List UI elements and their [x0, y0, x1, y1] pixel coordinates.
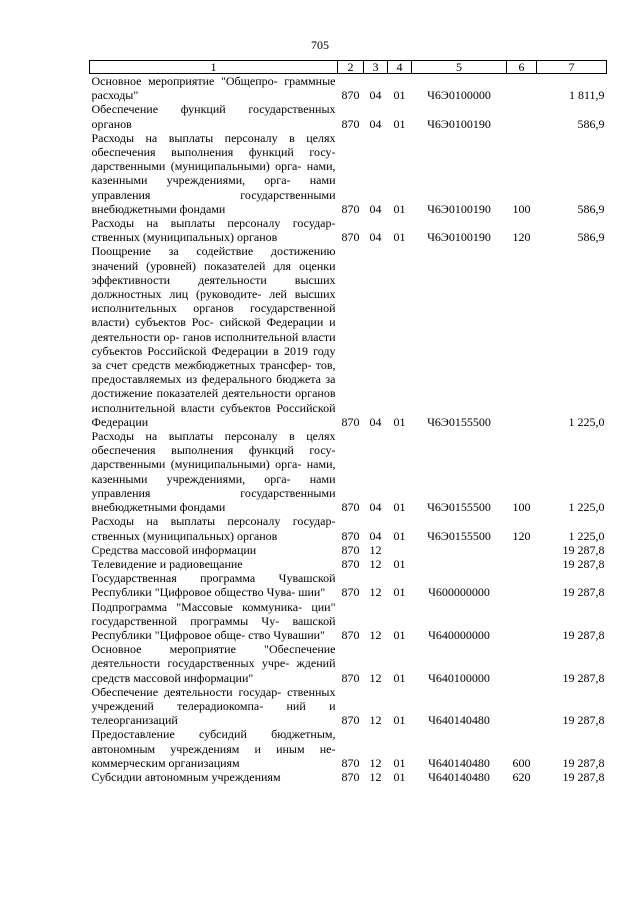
- row-target-article-cell: Ч6Э0100190: [427, 201, 491, 216]
- row-name-cell: Поощрение за содействие достижению значений (уровней) показателей для оценки эффективности деятельности высших должностных лиц (руководите- лей высших исполнительных органов государственной власти) субъектов Рос- сийской Федерации и деятельности ор- ганов исполнительной власти субъектов Российской Федерации в 2019 году за счет средств межбюджетных трансфер- тов, предоставляемых из федерального бюджета за достижение показателей деятельности органов исполнительной власти субъектов Российской Федерации: [91, 244, 336, 429]
- row-section-cell: 870: [341, 542, 360, 557]
- row-name-cell: Расходы на выплаты персоналу государ- ственных (муниципальных) органов: [91, 216, 336, 245]
- row-section-cell: 870: [341, 769, 360, 784]
- row-subsection-cell: 01: [393, 201, 406, 216]
- row-name-cell: Расходы на выплаты персоналу в целях обеспечения выполнения функций госу- дарственными (муниципальными) орга- нами, казенными учреждениями, орга- нами управления государственными внебюджетными фондами: [91, 429, 336, 515]
- row-expense-type-cell: [507, 244, 537, 429]
- row-name-cell: Расходы на выплаты персоналу государ- ственных (муниципальных) органов: [91, 514, 336, 543]
- table-row: [90, 429, 607, 514]
- row-subsection-cell: 01: [393, 755, 406, 770]
- row-expense-type-cell: [507, 557, 537, 571]
- row-expense-type-cell: [507, 642, 537, 685]
- row-subsection-cell: 01: [393, 414, 406, 429]
- row-subsection-cell: 01: [393, 627, 406, 642]
- row-name-cell: Предоставление субсидий бюджетным, автономным учреждениям и иным не- коммерческим организациям: [91, 727, 336, 770]
- row-name-cell: Подпрограмма "Массовые коммуника- ции" государственной программы Чу- вашской Республики "Цифровое обще- ство Чувашии": [91, 599, 336, 642]
- row-expense-type-cell: [507, 543, 537, 557]
- row-target-article-cell: Ч6Э0155500: [427, 528, 491, 543]
- row-subsection-cell: 01: [393, 769, 406, 784]
- row-target-article-cell: Ч640100000: [428, 670, 490, 685]
- row-chapter-cell: 12: [369, 755, 382, 770]
- row-chapter-cell: 12: [369, 542, 382, 557]
- row-name-cell: Основное мероприятие "Обеспечение деятельности государственных учре- ждений средств массовой информации": [91, 642, 336, 685]
- row-chapter-cell: 12: [369, 556, 382, 571]
- row-amount-cell: 19 287,8: [562, 755, 605, 770]
- row-target-article-cell: Ч6Э0100190: [427, 116, 491, 131]
- row-chapter-cell: 12: [369, 627, 382, 642]
- row-expense-type-cell: [507, 74, 537, 103]
- row-subsection-cell: 01: [393, 556, 406, 571]
- row-target-article-cell: Ч640000000: [428, 627, 490, 642]
- row-section-cell: 870: [341, 713, 360, 728]
- row-section-cell: 870: [341, 556, 360, 571]
- row-section-cell: 870: [341, 230, 360, 245]
- table-header-row: [90, 61, 607, 74]
- row-expense-type-cell: [507, 685, 537, 728]
- table-row: [90, 131, 607, 216]
- row-name-cell: Расходы на выплаты персоналу в целях обеспечения выполнения функций госу- дарственными (муниципальными) орга- нами, казенными учреждениями, орга- нами управления государственными внебюджетными фондами: [91, 130, 336, 216]
- row-section-cell: 870: [341, 755, 360, 770]
- row-target-article-cell: Ч6Э0100000: [427, 88, 491, 103]
- table-row: [90, 642, 607, 685]
- row-target-article-cell: Ч6Э0155500: [427, 500, 491, 515]
- page-number: 705: [311, 38, 329, 52]
- row-chapter-cell: 04: [369, 201, 382, 216]
- row-subsection-cell: [388, 543, 412, 557]
- budget-table: [89, 60, 607, 784]
- row-chapter-cell: 12: [369, 585, 382, 600]
- row-subsection-cell: 01: [393, 528, 406, 543]
- table-body: [90, 74, 607, 785]
- row-chapter-cell: 12: [369, 769, 382, 784]
- row-subsection-cell: 01: [393, 116, 406, 131]
- table-row: [90, 244, 607, 429]
- row-amount-cell: 19 287,8: [562, 670, 605, 685]
- row-section-cell: 870: [341, 414, 360, 429]
- table-row: [90, 770, 607, 784]
- row-chapter-cell: 12: [369, 670, 382, 685]
- row-target-article-cell: Ч600000000: [428, 585, 490, 600]
- row-target-article-cell: [412, 557, 507, 571]
- row-target-article-cell: Ч6Э0155500: [427, 414, 491, 429]
- row-section-cell: 870: [341, 670, 360, 685]
- row-target-article-cell: Ч6Э0100190: [427, 230, 491, 245]
- row-section-cell: 870: [341, 116, 360, 131]
- row-target-article-cell: Ч640140480: [428, 755, 490, 770]
- row-target-article-cell: Ч640140480: [428, 769, 490, 784]
- table-row: [90, 557, 607, 571]
- header-cell-7: 7: [537, 61, 607, 74]
- row-chapter-cell: 04: [369, 500, 382, 515]
- table-row: [90, 543, 607, 557]
- row-expense-type-cell: 100: [512, 500, 531, 515]
- row-chapter-cell: 04: [369, 414, 382, 429]
- header-cell-1: 1: [90, 61, 338, 74]
- row-name-cell: Основное мероприятие "Общепро- граммные расходы": [91, 74, 336, 103]
- row-amount-cell: 586,9: [577, 201, 605, 216]
- table-row: [90, 216, 607, 244]
- row-subsection-cell: 01: [393, 230, 406, 245]
- row-amount-cell: 19 287,8: [562, 713, 605, 728]
- row-name-cell: Телевидение и радиовещание: [91, 556, 243, 571]
- row-expense-type-cell: [507, 571, 537, 599]
- row-subsection-cell: 01: [393, 88, 406, 103]
- row-chapter-cell: 12: [369, 713, 382, 728]
- row-section-cell: 870: [341, 528, 360, 543]
- row-amount-cell: 1 225,0: [568, 528, 605, 543]
- row-expense-type-cell: 120: [512, 230, 531, 245]
- row-amount-cell: 1 811,9: [568, 88, 605, 103]
- row-amount-cell: 586,9: [577, 116, 605, 131]
- row-expense-type-cell: 120: [512, 528, 531, 543]
- row-expense-type-cell: 100: [512, 201, 531, 216]
- table-row: [90, 102, 607, 130]
- row-amount-cell: 586,9: [577, 230, 605, 245]
- header-cell-6: 6: [507, 61, 537, 74]
- row-amount-cell: 19 287,8: [562, 585, 605, 600]
- row-section-cell: 870: [341, 88, 360, 103]
- row-target-article-cell: Ч640140480: [428, 713, 490, 728]
- row-name-cell: Государственная программа Чувашской Республики "Цифровое общество Чува- шии": [91, 571, 336, 600]
- row-section-cell: 870: [341, 627, 360, 642]
- row-target-article-cell: [412, 543, 507, 557]
- row-chapter-cell: 04: [369, 230, 382, 245]
- row-subsection-cell: 01: [393, 670, 406, 685]
- row-section-cell: 870: [341, 585, 360, 600]
- header-cell-3: 3: [364, 61, 388, 74]
- table-row: [90, 685, 607, 728]
- row-expense-type-cell: 600: [512, 755, 531, 770]
- table-row: [90, 74, 607, 103]
- header-cell-5: 5: [412, 61, 507, 74]
- row-amount-cell: 19 287,8: [562, 769, 605, 784]
- row-chapter-cell: 04: [369, 528, 382, 543]
- row-subsection-cell: 01: [393, 585, 406, 600]
- row-section-cell: 870: [341, 500, 360, 515]
- table-row: [90, 600, 607, 643]
- row-chapter-cell: 04: [369, 116, 382, 131]
- table-row: [90, 727, 607, 770]
- row-subsection-cell: 01: [393, 500, 406, 515]
- table-row: [90, 514, 607, 542]
- row-chapter-cell: 04: [369, 88, 382, 103]
- row-expense-type-cell: [507, 102, 537, 130]
- header-cell-2: 2: [338, 61, 364, 74]
- header-cell-4: 4: [388, 61, 412, 74]
- row-subsection-cell: 01: [393, 713, 406, 728]
- row-section-cell: 870: [341, 201, 360, 216]
- row-amount-cell: 19 287,8: [562, 556, 605, 571]
- row-name-cell: Субсидии автономным учреждениям: [91, 769, 281, 784]
- row-name-cell: Обеспечение функций государственных органов: [91, 102, 336, 131]
- row-expense-type-cell: [507, 600, 537, 643]
- row-expense-type-cell: 620: [512, 769, 531, 784]
- row-amount-cell: 19 287,8: [562, 627, 605, 642]
- table-row: [90, 571, 607, 599]
- row-name-cell: Обеспечение деятельности государ- ственных учреждений телерадиокомпа- ний и телеорганизаций: [91, 684, 336, 728]
- row-amount-cell: 1 225,0: [568, 500, 605, 515]
- row-amount-cell: 19 287,8: [562, 542, 605, 557]
- row-name-cell: Средства массовой информации: [91, 542, 257, 557]
- row-amount-cell: 1 225,0: [568, 414, 605, 429]
